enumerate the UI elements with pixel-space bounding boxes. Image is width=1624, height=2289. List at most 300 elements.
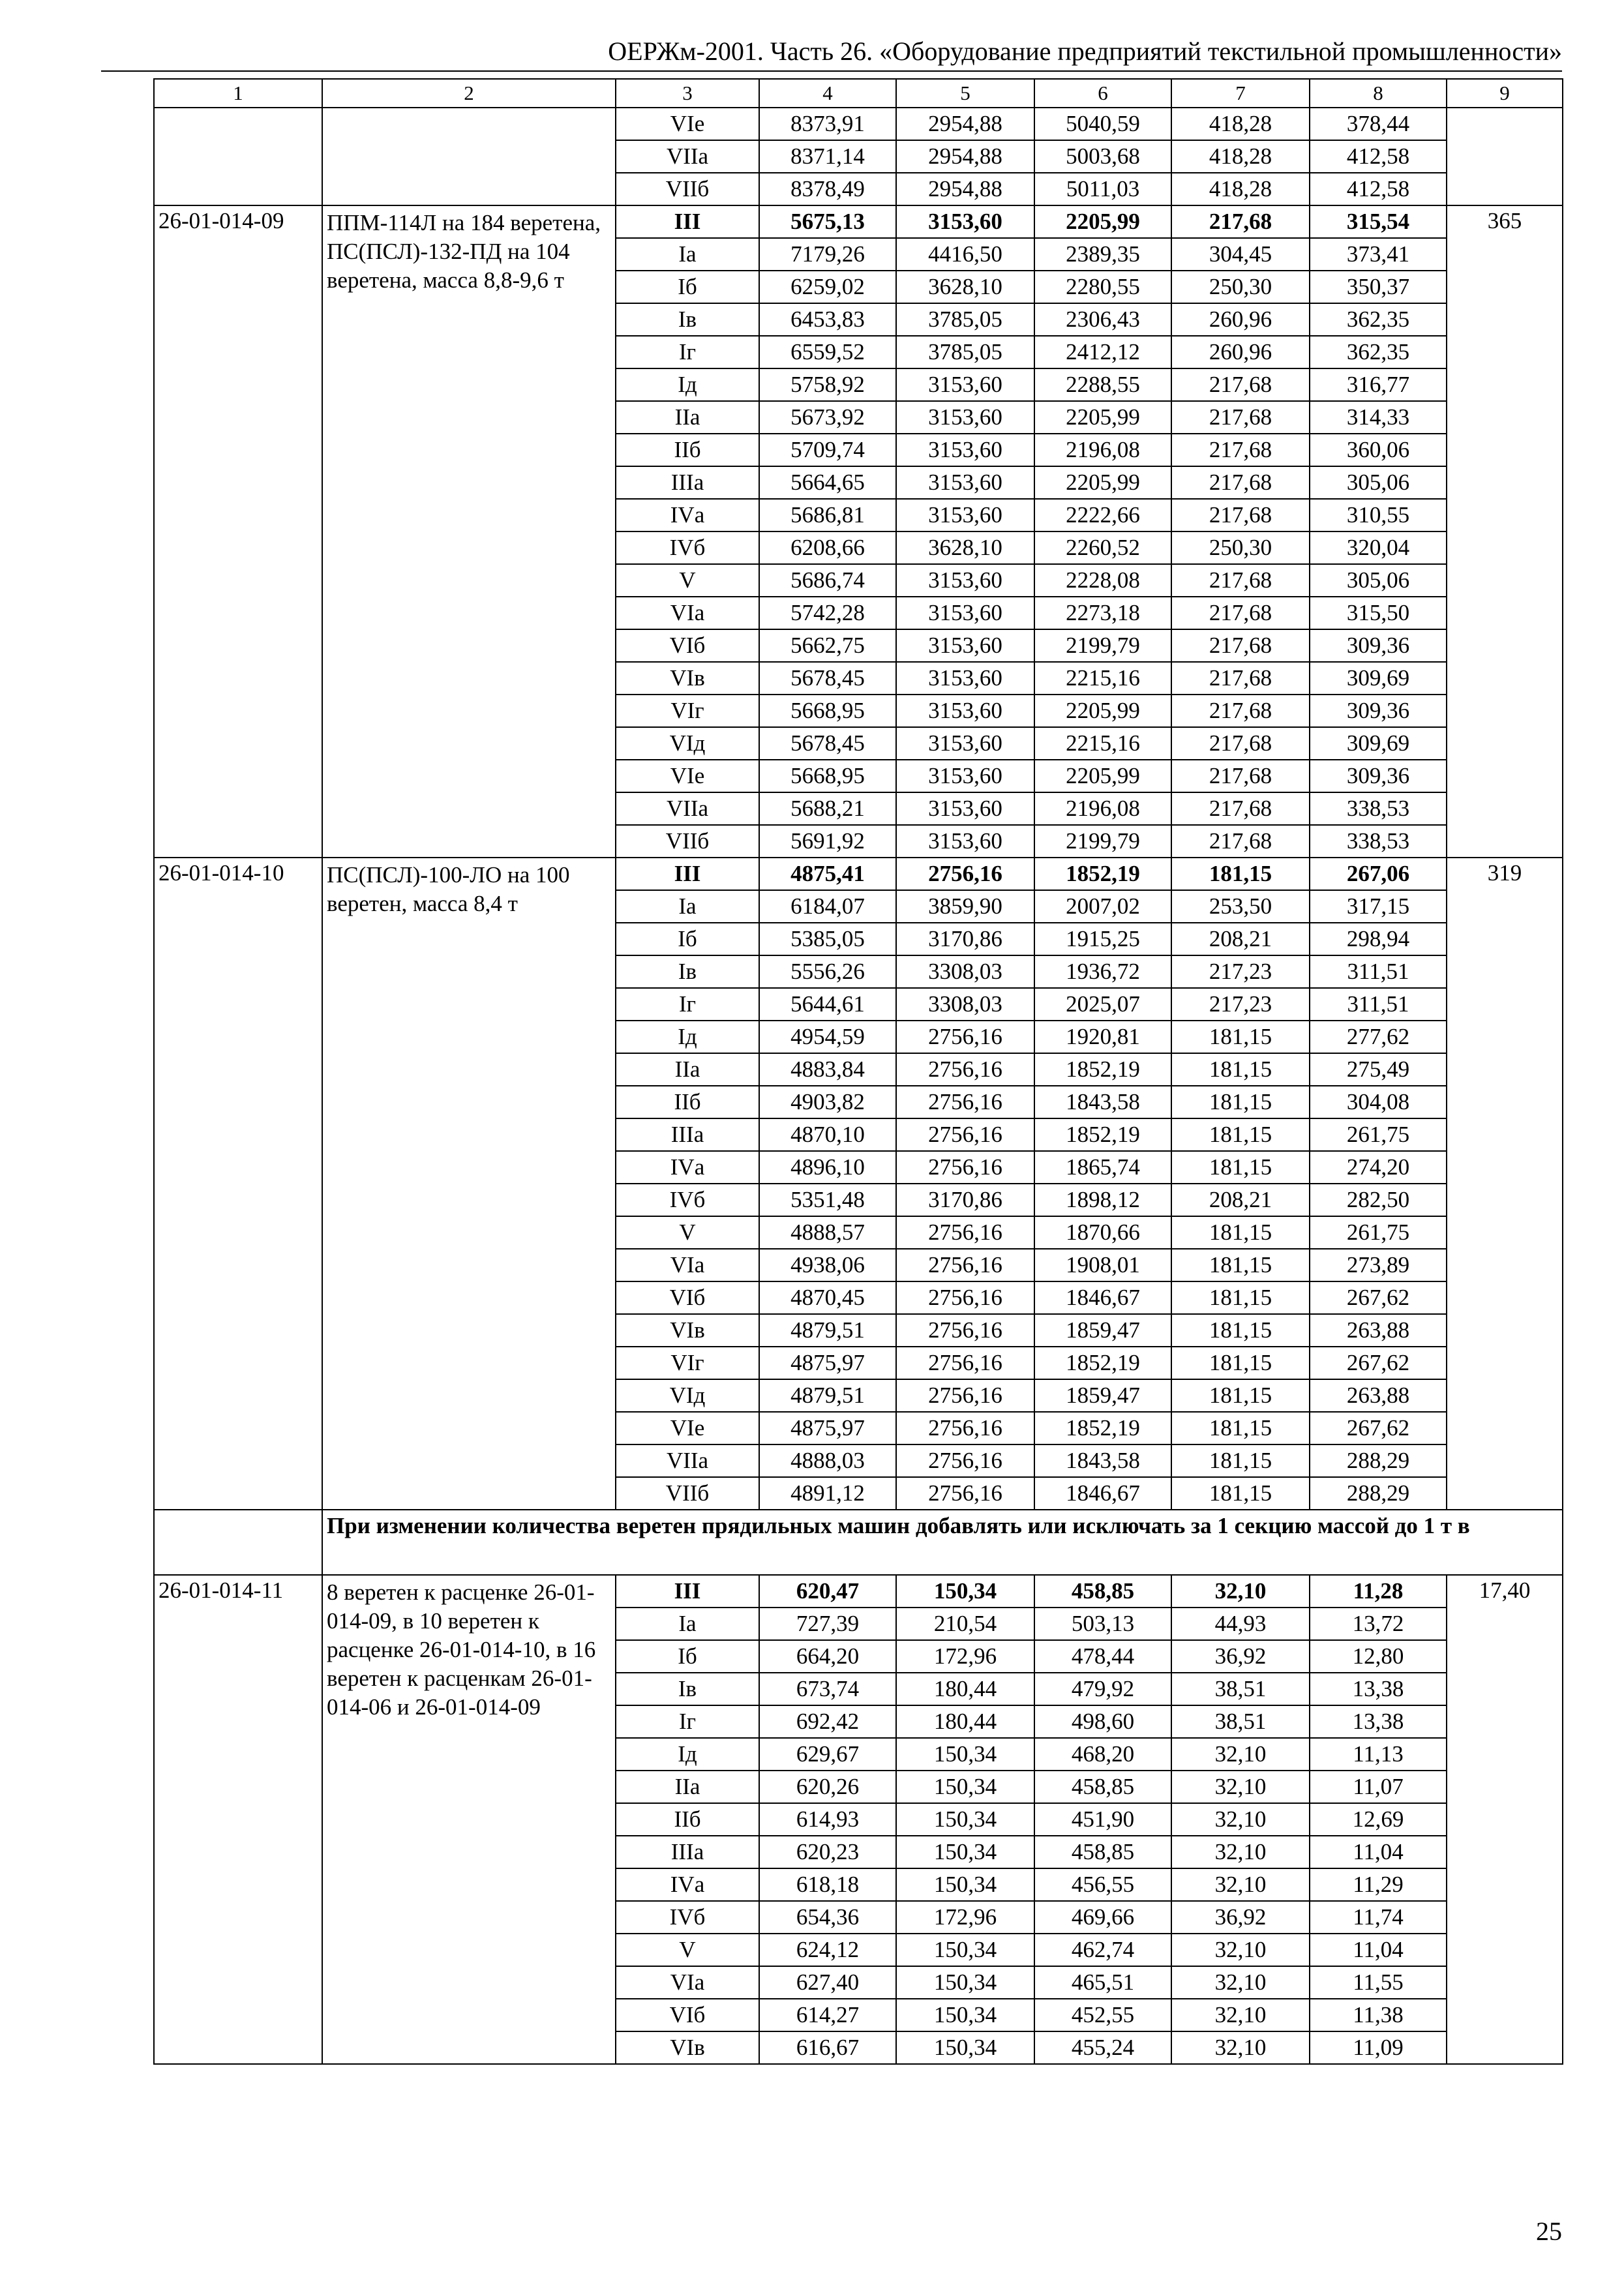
value-cell: 412,58	[1310, 173, 1447, 205]
value-cell: 5668,95	[759, 760, 896, 792]
value-cell: 180,44	[896, 1705, 1034, 1738]
value-cell: 12,80	[1310, 1640, 1447, 1673]
value-cell: 2756,16	[896, 1249, 1034, 1281]
value-cell: 3628,10	[896, 271, 1034, 303]
note-empty-cell	[154, 1510, 322, 1575]
value-cell: 2273,18	[1034, 597, 1171, 629]
value-cell: 2756,16	[896, 1118, 1034, 1151]
zone-cell: Iб	[616, 923, 759, 955]
value-cell: 2199,79	[1034, 629, 1171, 662]
value-cell: 150,34	[896, 1738, 1034, 1771]
rates-table-body	[154, 79, 1563, 2064]
value-cell: 1846,67	[1034, 1281, 1171, 1314]
value-cell: 5673,92	[759, 401, 896, 434]
value-cell: 13,38	[1310, 1673, 1447, 1705]
value-cell: 2756,16	[896, 1216, 1034, 1249]
value-cell: 1852,19	[1034, 1347, 1171, 1379]
value-cell: 1936,72	[1034, 955, 1171, 988]
page-header: ОЕРЖм-2001. Часть 26. «Оборудование предприятий текстильной промышленности»	[101, 36, 1562, 72]
value-cell: 2205,99	[1034, 466, 1171, 499]
value-cell: 6184,07	[759, 890, 896, 923]
zone-cell: V	[616, 564, 759, 597]
value-cell: 4870,10	[759, 1118, 896, 1151]
value-cell: 11,04	[1310, 1836, 1447, 1868]
value-cell: 36,92	[1171, 1901, 1310, 1934]
value-cell: 4888,03	[759, 1444, 896, 1477]
zone-cell: III	[616, 858, 759, 890]
value-cell: 13,38	[1310, 1705, 1447, 1738]
value-cell: 181,15	[1171, 1118, 1310, 1151]
value-cell: 8378,49	[759, 173, 896, 205]
value-cell: 5011,03	[1034, 173, 1171, 205]
value-cell: 210,54	[896, 1608, 1034, 1640]
column-number: 7	[1171, 79, 1310, 108]
value-cell: 267,06	[1310, 858, 1447, 890]
ref-cell: 17,40	[1447, 1575, 1563, 2064]
value-cell: 217,68	[1171, 499, 1310, 531]
value-cell: 465,51	[1034, 1966, 1171, 1999]
value-cell: 1852,19	[1034, 1118, 1171, 1151]
value-cell: 2756,16	[896, 1281, 1034, 1314]
zone-cell: VIIа	[616, 792, 759, 825]
zone-cell: IVб	[616, 1184, 759, 1216]
column-number: 1	[154, 79, 322, 108]
value-cell: 267,62	[1310, 1412, 1447, 1444]
value-cell: 5662,75	[759, 629, 896, 662]
value-cell: 5742,28	[759, 597, 896, 629]
value-cell: 5686,74	[759, 564, 896, 597]
value-cell: 624,12	[759, 1934, 896, 1966]
value-cell: 2025,07	[1034, 988, 1171, 1021]
zone-cell: III	[616, 1575, 759, 1608]
value-cell: 304,08	[1310, 1086, 1447, 1118]
value-cell: 11,29	[1310, 1868, 1447, 1901]
zone-cell: VIг	[616, 1347, 759, 1379]
value-cell: 5678,45	[759, 727, 896, 760]
value-cell: 664,20	[759, 1640, 896, 1673]
value-cell: 208,21	[1171, 923, 1310, 955]
zone-cell: IVб	[616, 1901, 759, 1934]
table-row	[154, 858, 1563, 890]
rate-code: 26-01-014-11	[154, 1575, 322, 2064]
value-cell: 3153,60	[896, 695, 1034, 727]
zone-cell: IIIа	[616, 1836, 759, 1868]
zone-cell: Iг	[616, 988, 759, 1021]
zone-cell: VIд	[616, 727, 759, 760]
value-cell: 1870,66	[1034, 1216, 1171, 1249]
value-cell: 4888,57	[759, 1216, 896, 1249]
zone-cell: IVа	[616, 499, 759, 531]
value-cell: 36,92	[1171, 1640, 1310, 1673]
value-cell: 3153,60	[896, 434, 1034, 466]
value-cell: 181,15	[1171, 1021, 1310, 1053]
value-cell: 180,44	[896, 1673, 1034, 1705]
value-cell: 309,36	[1310, 695, 1447, 727]
value-cell: 456,55	[1034, 1868, 1171, 1901]
value-cell: 305,06	[1310, 466, 1447, 499]
zone-cell: VIе	[616, 108, 759, 140]
value-cell: 217,68	[1171, 695, 1310, 727]
value-cell: 338,53	[1310, 825, 1447, 858]
value-cell: 1898,12	[1034, 1184, 1171, 1216]
value-cell: 288,29	[1310, 1444, 1447, 1477]
value-cell: 32,10	[1171, 1966, 1310, 1999]
value-cell: 181,15	[1171, 1347, 1310, 1379]
value-cell: 217,68	[1171, 401, 1310, 434]
zone-cell: IVб	[616, 531, 759, 564]
value-cell: 3153,60	[896, 629, 1034, 662]
value-cell: 455,24	[1034, 2031, 1171, 2064]
value-cell: 267,62	[1310, 1347, 1447, 1379]
value-cell: 727,39	[759, 1608, 896, 1640]
value-cell: 11,74	[1310, 1901, 1447, 1934]
value-cell: 5003,68	[1034, 140, 1171, 173]
value-cell: 378,44	[1310, 108, 1447, 140]
zone-cell: IIб	[616, 1803, 759, 1836]
value-cell: 150,34	[896, 1999, 1034, 2031]
zone-cell: IIб	[616, 434, 759, 466]
zone-cell: Iд	[616, 1021, 759, 1053]
value-cell: 261,75	[1310, 1118, 1447, 1151]
zone-cell: Iв	[616, 1673, 759, 1705]
value-cell: 452,55	[1034, 1999, 1171, 2031]
value-cell: 2756,16	[896, 1477, 1034, 1510]
value-cell: 38,51	[1171, 1673, 1310, 1705]
value-cell: 32,10	[1171, 1836, 1310, 1868]
zone-cell: VIа	[616, 1249, 759, 1281]
value-cell: 44,93	[1171, 1608, 1310, 1640]
zone-cell: IIа	[616, 1053, 759, 1086]
value-cell: 2205,99	[1034, 401, 1171, 434]
zone-cell: VIе	[616, 1412, 759, 1444]
value-cell: 208,21	[1171, 1184, 1310, 1216]
value-cell: 250,30	[1171, 271, 1310, 303]
value-cell: 320,04	[1310, 531, 1447, 564]
value-cell: 5556,26	[759, 955, 896, 988]
value-cell: 1865,74	[1034, 1151, 1171, 1184]
value-cell: 3153,60	[896, 760, 1034, 792]
value-cell: 32,10	[1171, 1738, 1310, 1771]
zone-cell: VIIа	[616, 1444, 759, 1477]
rate-description: ПС(ПСЛ)-100-ЛО на 100 веретен, масса 8,4 т	[322, 858, 616, 1510]
page-number: 25	[1536, 2217, 1562, 2246]
value-cell: 614,27	[759, 1999, 896, 2031]
zone-cell: III	[616, 205, 759, 238]
value-cell: 309,69	[1310, 662, 1447, 695]
column-number: 6	[1034, 79, 1171, 108]
value-cell: 315,54	[1310, 205, 1447, 238]
value-cell: 5691,92	[759, 825, 896, 858]
value-cell: 418,28	[1171, 173, 1310, 205]
zone-cell: VIIа	[616, 140, 759, 173]
zone-cell: IIа	[616, 1771, 759, 1803]
value-cell: 5678,45	[759, 662, 896, 695]
value-cell: 32,10	[1171, 1934, 1310, 1966]
value-cell: 282,50	[1310, 1184, 1447, 1216]
rate-code: 26-01-014-10	[154, 858, 322, 1510]
value-cell: 5675,13	[759, 205, 896, 238]
value-cell: 4879,51	[759, 1379, 896, 1412]
value-cell: 2756,16	[896, 1444, 1034, 1477]
value-cell: 503,13	[1034, 1608, 1171, 1640]
value-cell: 263,88	[1310, 1314, 1447, 1347]
note-text: При изменении количества веретен прядильных машин добавлять или исключать за 1 секцию массой до 1 т в	[322, 1510, 1563, 1575]
value-cell: 360,06	[1310, 434, 1447, 466]
value-cell: 1859,47	[1034, 1379, 1171, 1412]
value-cell: 13,72	[1310, 1608, 1447, 1640]
column-number: 5	[896, 79, 1034, 108]
value-cell: 267,62	[1310, 1281, 1447, 1314]
value-cell: 310,55	[1310, 499, 1447, 531]
value-cell: 150,34	[896, 1803, 1034, 1836]
value-cell: 32,10	[1171, 1771, 1310, 1803]
value-cell: 2205,99	[1034, 695, 1171, 727]
value-cell: 315,50	[1310, 597, 1447, 629]
value-cell: 3153,60	[896, 825, 1034, 858]
value-cell: 181,15	[1171, 1216, 1310, 1249]
value-cell: 217,23	[1171, 955, 1310, 988]
value-cell: 2756,16	[896, 1347, 1034, 1379]
value-cell: 260,96	[1171, 336, 1310, 368]
value-cell: 478,44	[1034, 1640, 1171, 1673]
value-cell: 1843,58	[1034, 1086, 1171, 1118]
value-cell: 4896,10	[759, 1151, 896, 1184]
value-cell: 418,28	[1171, 140, 1310, 173]
value-cell: 11,07	[1310, 1771, 1447, 1803]
value-cell: 2389,35	[1034, 238, 1171, 271]
value-cell: 3859,90	[896, 890, 1034, 923]
value-cell: 2205,99	[1034, 205, 1171, 238]
value-cell: 1859,47	[1034, 1314, 1171, 1347]
rate-description: ППМ-114Л на 184 веретена, ПС(ПСЛ)-132-ПД на 104 веретена, масса 8,8-9,6 т	[322, 205, 616, 858]
table-row	[154, 1575, 1563, 1608]
value-cell: 150,34	[896, 2031, 1034, 2064]
column-number-row	[154, 79, 1563, 108]
value-cell: 3153,60	[896, 792, 1034, 825]
value-cell: 304,45	[1171, 238, 1310, 271]
value-cell: 32,10	[1171, 1868, 1310, 1901]
value-cell: 5668,95	[759, 695, 896, 727]
zone-cell: Iа	[616, 238, 759, 271]
value-cell: 172,96	[896, 1901, 1034, 1934]
zone-cell: VIIб	[616, 173, 759, 205]
value-cell: 1846,67	[1034, 1477, 1171, 1510]
zone-cell: VIг	[616, 695, 759, 727]
value-cell: 2756,16	[896, 1021, 1034, 1053]
zone-cell: Iг	[616, 1705, 759, 1738]
value-cell: 468,20	[1034, 1738, 1171, 1771]
value-cell: 479,92	[1034, 1673, 1171, 1705]
value-cell: 2196,08	[1034, 792, 1171, 825]
value-cell: 3153,60	[896, 597, 1034, 629]
value-cell: 250,30	[1171, 531, 1310, 564]
value-cell: 2007,02	[1034, 890, 1171, 923]
value-cell: 217,68	[1171, 760, 1310, 792]
value-cell: 618,18	[759, 1868, 896, 1901]
value-cell: 2288,55	[1034, 368, 1171, 401]
value-cell: 1843,58	[1034, 1444, 1171, 1477]
value-cell: 5686,81	[759, 499, 896, 531]
value-cell: 5688,21	[759, 792, 896, 825]
zone-cell: Iа	[616, 1608, 759, 1640]
value-cell: 217,68	[1171, 205, 1310, 238]
zone-cell: IVа	[616, 1151, 759, 1184]
value-cell: 217,68	[1171, 597, 1310, 629]
value-cell: 11,13	[1310, 1738, 1447, 1771]
zone-cell: VIа	[616, 1966, 759, 1999]
value-cell: 181,15	[1171, 1314, 1310, 1347]
value-cell: 2199,79	[1034, 825, 1171, 858]
value-cell: 3785,05	[896, 336, 1034, 368]
value-cell: 181,15	[1171, 1151, 1310, 1184]
table-row	[154, 108, 1563, 140]
value-cell: 150,34	[896, 1771, 1034, 1803]
value-cell: 2756,16	[896, 1086, 1034, 1118]
value-cell: 150,34	[896, 1934, 1034, 1966]
value-cell: 181,15	[1171, 858, 1310, 890]
value-cell: 2756,16	[896, 1151, 1034, 1184]
value-cell: 5385,05	[759, 923, 896, 955]
rates-table	[153, 78, 1563, 2065]
zone-cell: V	[616, 1216, 759, 1249]
value-cell: 620,47	[759, 1575, 896, 1608]
zone-cell: IIб	[616, 1086, 759, 1118]
value-cell: 4883,84	[759, 1053, 896, 1086]
value-cell: 498,60	[1034, 1705, 1171, 1738]
value-cell: 181,15	[1171, 1086, 1310, 1118]
value-cell: 620,26	[759, 1771, 896, 1803]
value-cell: 1852,19	[1034, 1053, 1171, 1086]
value-cell: 458,85	[1034, 1836, 1171, 1868]
value-cell: 8373,91	[759, 108, 896, 140]
value-cell: 620,23	[759, 1836, 896, 1868]
value-cell: 2954,88	[896, 173, 1034, 205]
value-cell: 338,53	[1310, 792, 1447, 825]
zone-cell: VIд	[616, 1379, 759, 1412]
table-row	[154, 205, 1563, 238]
zone-cell: V	[616, 1934, 759, 1966]
value-cell: 3170,86	[896, 1184, 1034, 1216]
zone-cell: VIе	[616, 760, 759, 792]
zone-cell: VIб	[616, 1999, 759, 2031]
value-cell: 217,68	[1171, 368, 1310, 401]
zone-cell: Iб	[616, 1640, 759, 1673]
value-cell: 181,15	[1171, 1281, 1310, 1314]
value-cell: 314,33	[1310, 401, 1447, 434]
value-cell: 12,69	[1310, 1803, 1447, 1836]
value-cell: 3153,60	[896, 727, 1034, 760]
zone-cell: VIв	[616, 2031, 759, 2064]
value-cell: 263,88	[1310, 1379, 1447, 1412]
value-cell: 274,20	[1310, 1151, 1447, 1184]
value-cell: 673,74	[759, 1673, 896, 1705]
value-cell: 3153,60	[896, 466, 1034, 499]
value-cell: 350,37	[1310, 271, 1447, 303]
value-cell: 277,62	[1310, 1021, 1447, 1053]
zone-cell: VIIб	[616, 825, 759, 858]
value-cell: 5664,65	[759, 466, 896, 499]
value-cell: 261,75	[1310, 1216, 1447, 1249]
value-cell: 3785,05	[896, 303, 1034, 336]
value-cell: 288,29	[1310, 1477, 1447, 1510]
value-cell: 298,94	[1310, 923, 1447, 955]
value-cell: 3153,60	[896, 205, 1034, 238]
value-cell: 629,67	[759, 1738, 896, 1771]
value-cell: 217,23	[1171, 988, 1310, 1021]
zone-cell: VIа	[616, 597, 759, 629]
zone-cell: Iб	[616, 271, 759, 303]
value-cell: 305,06	[1310, 564, 1447, 597]
zone-cell: VIб	[616, 629, 759, 662]
rate-code	[154, 108, 322, 205]
value-cell: 3308,03	[896, 988, 1034, 1021]
value-cell: 4903,82	[759, 1086, 896, 1118]
value-cell: 4954,59	[759, 1021, 896, 1053]
value-cell: 3153,60	[896, 662, 1034, 695]
value-cell: 469,66	[1034, 1901, 1171, 1934]
zone-cell: VIIб	[616, 1477, 759, 1510]
zone-cell: Iд	[616, 1738, 759, 1771]
value-cell: 181,15	[1171, 1053, 1310, 1086]
value-cell: 4891,12	[759, 1477, 896, 1510]
value-cell: 11,09	[1310, 2031, 1447, 2064]
column-number: 4	[759, 79, 896, 108]
note-row	[154, 1510, 1563, 1575]
value-cell: 3153,60	[896, 401, 1034, 434]
value-cell: 2756,16	[896, 1412, 1034, 1444]
value-cell: 2756,16	[896, 1379, 1034, 1412]
value-cell: 4416,50	[896, 238, 1034, 271]
value-cell: 217,68	[1171, 825, 1310, 858]
value-cell: 5040,59	[1034, 108, 1171, 140]
value-cell: 1852,19	[1034, 858, 1171, 890]
zone-cell: VIв	[616, 1314, 759, 1347]
value-cell: 181,15	[1171, 1412, 1310, 1444]
value-cell: 458,85	[1034, 1771, 1171, 1803]
value-cell: 458,85	[1034, 1575, 1171, 1608]
value-cell: 1852,19	[1034, 1412, 1171, 1444]
value-cell: 32,10	[1171, 1575, 1310, 1608]
value-cell: 7179,26	[759, 238, 896, 271]
value-cell: 4875,41	[759, 858, 896, 890]
value-cell: 311,51	[1310, 988, 1447, 1021]
value-cell: 451,90	[1034, 1803, 1171, 1836]
value-cell: 2260,52	[1034, 531, 1171, 564]
value-cell: 1908,01	[1034, 1249, 1171, 1281]
rate-description	[322, 108, 616, 205]
value-cell: 150,34	[896, 1575, 1034, 1608]
value-cell: 2228,08	[1034, 564, 1171, 597]
ref-cell: 319	[1447, 858, 1563, 1510]
value-cell: 2412,12	[1034, 336, 1171, 368]
value-cell: 654,36	[759, 1901, 896, 1934]
zone-cell: Iг	[616, 336, 759, 368]
zone-cell: IVа	[616, 1868, 759, 1901]
value-cell: 11,04	[1310, 1934, 1447, 1966]
value-cell: 309,36	[1310, 629, 1447, 662]
zone-cell: IIIа	[616, 1118, 759, 1151]
value-cell: 5758,92	[759, 368, 896, 401]
value-cell: 217,68	[1171, 662, 1310, 695]
value-cell: 32,10	[1171, 2031, 1310, 2064]
value-cell: 2756,16	[896, 1314, 1034, 1347]
value-cell: 2954,88	[896, 140, 1034, 173]
value-cell: 1915,25	[1034, 923, 1171, 955]
value-cell: 11,55	[1310, 1966, 1447, 1999]
value-cell: 3153,60	[896, 368, 1034, 401]
rate-code: 26-01-014-09	[154, 205, 322, 858]
zone-cell: IIIа	[616, 466, 759, 499]
